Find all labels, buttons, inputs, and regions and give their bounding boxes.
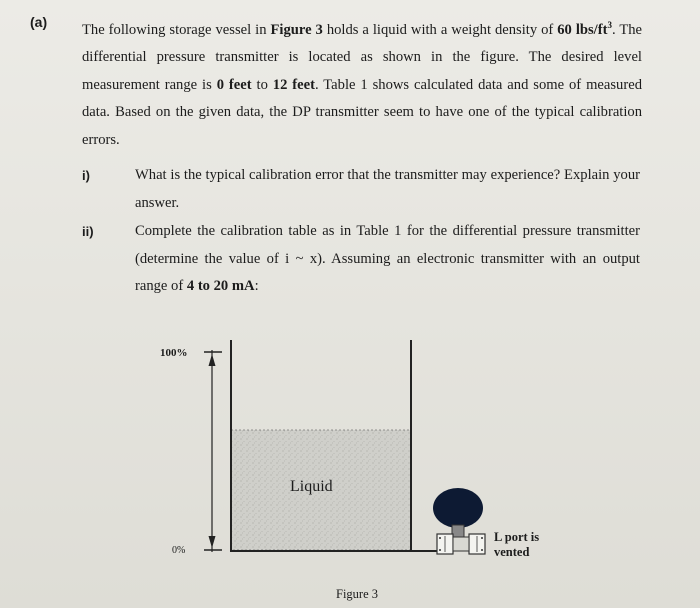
question-text-4: to [251, 76, 273, 93]
sub-question-text: Complete the calibration table as in Table 1 for the differential pressure transmitter (determine the value of i ~ x). Assuming an electronic transmitter with an output range of 4 to 20 mA: [135, 223, 640, 294]
port-note-line-1: L port is [494, 530, 540, 544]
figure-caption: Figure 3 [336, 587, 379, 601]
question-text-1: The following storage vessel in [82, 21, 271, 38]
level-high-label: 100% [160, 347, 188, 359]
output-range: 4 to 20 mA [186, 278, 255, 294]
figure-reference: Figure 3 [270, 21, 323, 38]
density-value: 60 [557, 21, 572, 38]
port-note-line-2: vented [494, 545, 530, 559]
liquid-label: Liquid [290, 478, 333, 495]
density-unit: lbs/$ft^3$ [575, 20, 612, 38]
range-low: 0 feet [216, 76, 252, 93]
sub-question-number: i) [82, 168, 90, 183]
level-range-arrow [204, 350, 222, 552]
sub-question-text: What is the typical calibration error that the transmitter may experience? Explain your answer. [135, 167, 640, 211]
sub-question-number: ii) [82, 224, 94, 239]
range-high: 12 feet [272, 76, 315, 93]
dp-transmitter [433, 488, 485, 554]
part-label: (a) [30, 14, 48, 30]
question-text-3: . The differential pressure transmitter is located as shown in the figure. The desired level measurement range is [82, 21, 643, 93]
question-text-5: . Table 1 shows calculated data and some of measured data. Based on the given data, the DP transmitter seem to have one of the typical calibration errors. [82, 76, 642, 148]
level-low-label: 0% [172, 545, 186, 556]
question-text-2: holds a liquid with a weight density of [322, 21, 558, 38]
transmitter-head [433, 488, 483, 528]
